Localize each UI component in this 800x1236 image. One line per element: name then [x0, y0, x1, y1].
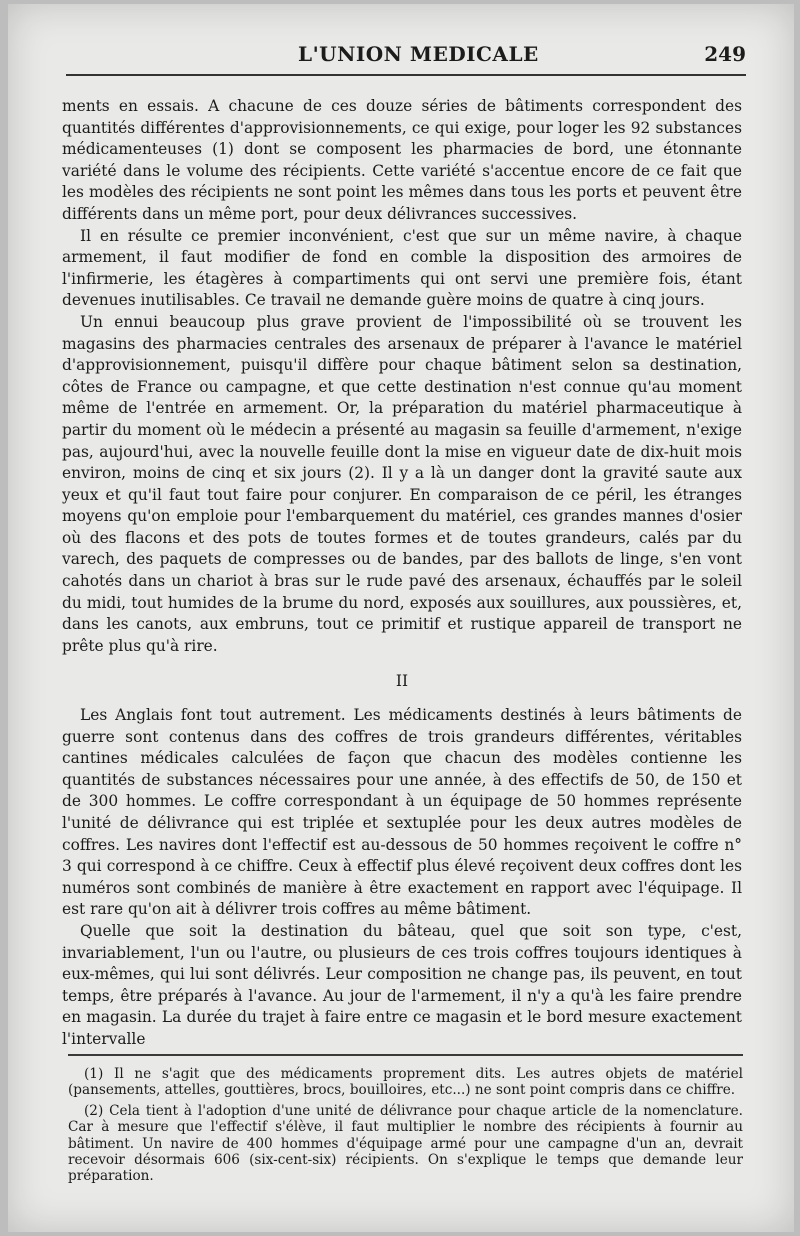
paragraph: Quelle que soit la destination du bâteau, quel que soit son type, c'est, invariablement, l'un ou l'autre, ou plusieurs de ces trois coffres toujours identiques à eux-mêmes, qui lui sont délivrés. Leur composition ne change pas, ils peuvent, en tout temps, être préparés à l'avance. Au jour de l'armement, il n'y a qu'à les faire prendre en magasin. La durée du trajet à faire entre ce magasin et le bord mesure exactement l'intervalle: [62, 921, 742, 1048]
page: [8, 4, 794, 1232]
paragraph: Un ennui beaucoup plus grave provient de l'impossibilité où se trouvent les magasins des pharmacies centrales des arsenaux de préparer à l'avance le matériel d'approvisionnement, puisqu'il diffère pour chaque bâtiment selon sa destination, côtes de France ou campagne, et que cette destination n'est connue qu'au moment même de l'entrée en armement. Or, la préparation du matériel pharmaceutique à partir du moment où le médecin a présenté au magasin sa feuille d'armement, n'exige pas, aujourd'hui, avec la nouvelle feuille dont la mise en vigueur date de dix-huit mois environ, moins de cinq et six jours (2). Il y a là un danger dont la gravité saute aux yeux et qu'il faut tout faire pour conjurer. En comparaison de ce péril, les étranges moyens qu'on emploie pour l'embarquement du matériel, ces grandes mannes d'osier où des flacons et des pots de toutes formes et de toutes grandeurs, calés par du varech, des paquets de compresses ou de bandes, par des ballots de linge, s'en vont cahotés dans un chariot à bras sur le rude pavé des arsenaux, échauffés par le soleil du midi, tout humides de la brume du nord, exposés aux souillures, aux poussières, et, dans les canots, aux embruns, tout ce primitif et rustique appareil de transport ne prête plus qu'à rire.: [62, 312, 742, 655]
page-number: 249: [704, 42, 746, 66]
header-rule: [66, 74, 746, 76]
footnote: (1) Il ne s'agit que des médicaments proprement dits. Les autres objets de matériel (pansements, attelles, gouttières, brocs, bouilloires, etc...) ne sont point compris dans ce chiffre.: [68, 1066, 743, 1099]
paragraph: Les Anglais font tout autrement. Les médicaments destinés à leurs bâtiments de guerre sont contenus dans des coffres de trois grandeurs différentes, véritables cantines médicales calculées de façon que chacun des modèles contienne les quantités de substances nécessaires pour une année, à des effectifs de 50, de 150 et de 300 hommes. Le coffre correspondant à un équipage de 50 hommes représente l'unité de délivrance qui est triplée et sextuplée pour les deux autres modèles de coffres. Les navires dont l'effectif est au-dessous de 50 hommes reçoivent le coffre n° 3 qui correspond à ce chiffre. Ceux à effectif plus élevé reçoivent deux coffres dont les numéros sont combinés de manière à être exactement en rapport avec l'équipage. Il est rare qu'on ait à délivrer trois coffres au même bâtiment.: [62, 706, 742, 919]
footnotes: [68, 1054, 743, 1189]
footnote-rule: [68, 1054, 743, 1056]
body-text: [62, 96, 742, 1051]
footnote: (2) Cela tient à l'adoption d'une unité de délivrance pour chaque article de la nomenclature. Car à mesure que l'effectif s'élève, il faut multiplier le nombre des récipients à fournir au bâtiment. Un navire de 400 hommes d'équipage armé pour une campagne d'un an, devrait recevoir désormais 606 (six-cent-six) récipients. On s'explique le temps que demande leur préparation.: [68, 1102, 743, 1185]
section-number: II: [395, 672, 409, 691]
page-header: [66, 40, 746, 80]
running-title: L'UNION MEDICALE: [298, 42, 539, 66]
paragraph: Il en résulte ce premier inconvénient, c'est que sur un même navire, à chaque armement, il faut modifier de fond en comble la disposition des armoires de l'infirmerie, les étagères à compartiments qui ont servi une première fois, étant devenues inutilisables. Ce travail ne demande guère moins de quatre à cinq jours.: [62, 226, 742, 310]
paragraph: ments en essais. A chacune de ces douze séries de bâtiments correspondent des quantités différentes d'approvisionnements, ce qui exige, pour loger les 92 substances médicamenteuses (1) dont se composent les pharmacies de bord, une étonnante variété dans le volume des récipients. Cette variété s'accentue encore de ce fait que les modèles des récipients ne sont point les mêmes dans tous les ports et peuvent être différents dans un même port, pour deux délivrances successives.: [62, 97, 742, 223]
